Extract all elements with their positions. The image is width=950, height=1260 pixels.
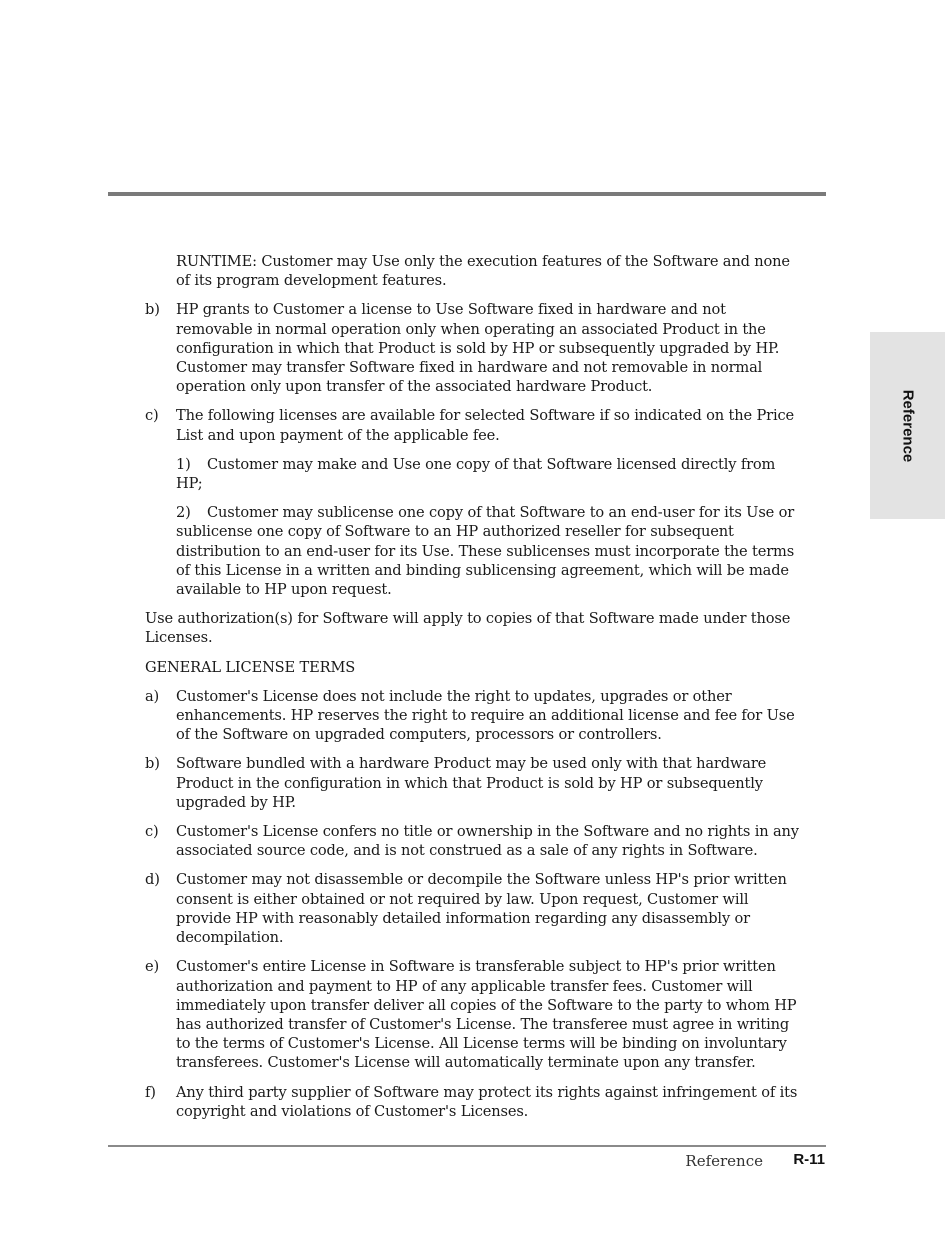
general-item-b [145,754,805,812]
footer-section-label: Reference [685,1152,763,1170]
general-item-f [145,1083,805,1121]
use-authorization-paragraph: Use authorization(s) for Software will apply to copies of that Software made under those Licenses. [145,610,791,647]
sub-item-text: Customer may sublicense one copy of that Software to an end-user for its Use or sublicense one copy of Software to an HP authorized reseller for subsequent distribution to an end-user for its Use. These sublicenses must incorporate the terms of this License in a written and binding sublicensing agreement, which will be made available to HP upon request. [176,504,795,599]
item-marker: c) [145,407,159,425]
license-item-b [145,300,805,396]
sub-item-text: Customer may make and Use one copy of that Software licensed directly from HP; [176,455,776,493]
page-number: R-11 [793,1151,825,1168]
general-item-c [145,822,805,860]
license-body [145,252,805,1131]
general-item-a [145,687,805,745]
item-marker: c) [145,823,159,841]
item-marker: f) [145,1083,156,1101]
item-text: Customer's entire License in Software is transferable subject to HP's prior written authorization and payment to HP of any applicable transfer fees. Customer will immediately upon transfer deliver all copies of the Software to the party to whom HP has authorized transfer of Customer's License. The transferee must agree in writing to the terms of Customer's License. All License terms will be binding on involuntary transferees. Customer's License will automatically terminate upon any transfer. [176,958,797,1072]
item-text: Any third party supplier of Software may protect its rights against infringement of its copyright and violations of Customer's Licenses. [176,1083,798,1120]
section-tab[interactable] [870,332,945,519]
sub-item-marker: 1) [176,455,191,473]
item-text: Software bundled with a hardware Product may be used only with that hardware Product in the configuration in which that Product is sold by HP or subsequently upgraded by HP. [176,755,767,811]
item-text: Customer's License does not include the right to updates, upgrades or other enhancements. HP reserves the right to require an additional license and fee for Use of the Software on upgraded computers, processors or controllers. [176,687,795,744]
sub-item-1 [176,455,805,493]
general-terms-heading: GENERAL LICENSE TERMS [145,658,356,676]
item-marker: a) [145,687,160,705]
item-text: Customer's License confers no title or ownership in the Software and no rights in any associated source code, and is not construed as a sale of any rights in Software. [176,823,799,860]
runtime-paragraph: RUNTIME: Customer may Use only the execution features of the Software and none of its program development features. [176,253,790,290]
section-tab-label: Reference [899,389,916,462]
sub-item-marker: 2) [176,504,191,522]
general-item-e [145,957,805,1072]
header-rule [108,192,826,196]
item-marker: d) [145,871,160,889]
license-item-c [145,406,805,444]
item-text: Customer may not disassemble or decompile the Software unless HP's prior written consent is either obtained or not required by law. Upon request, Customer will provide HP with reasonably detailed information regarding any disassembly or decompilation. [176,871,787,947]
general-item-d [145,870,805,947]
item-text: HP grants to Customer a license to Use Software fixed in hardware and not removable in normal operation only when operating an associated Product in the configuration in which that Product is sold by HP or subsequently upgraded by HP. Customer may transfer Software fixed in hardware and not removable in normal operation only upon transfer of the associated hardware Product. [176,301,780,396]
sub-item-2 [176,503,805,599]
item-text: The following licenses are available for selected Software if so indicated on the Price List and upon payment of the applicable fee. [176,407,794,444]
item-marker: b) [145,301,160,319]
item-marker: b) [145,755,160,773]
footer-rule [108,1145,826,1147]
item-marker: e) [145,958,160,976]
